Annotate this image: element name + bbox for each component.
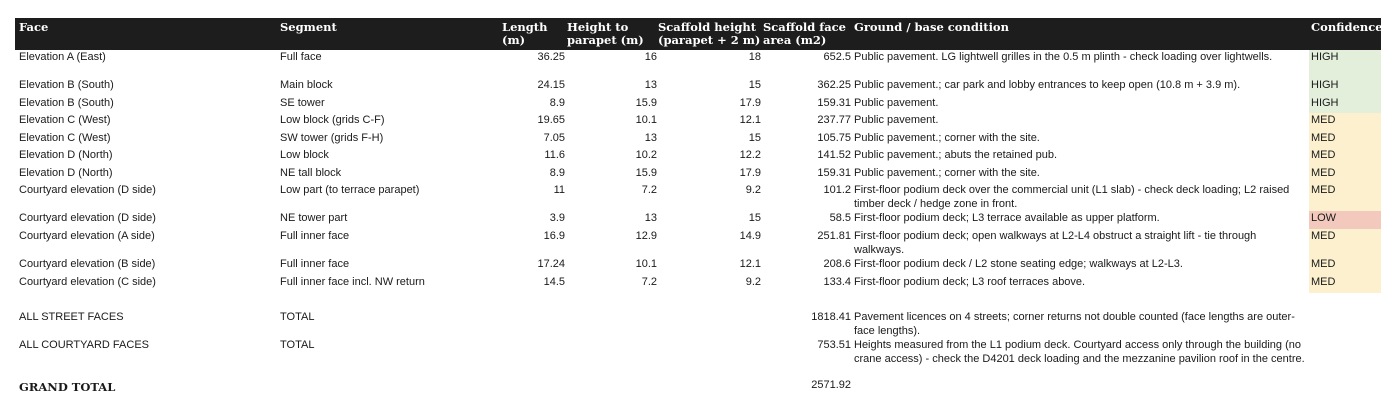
total-label: ALL STREET FACES bbox=[19, 311, 124, 323]
header-length: Length (m) bbox=[502, 20, 548, 47]
table-cell-face: Elevation C (West) bbox=[19, 132, 111, 144]
table-cell-ground: First-floor podium deck; L3 roof terraces above. bbox=[854, 276, 1086, 288]
table-cell-scaffold-area: 105.75 bbox=[817, 132, 851, 144]
table-cell-scaffold-height: 15 bbox=[748, 212, 761, 224]
table-cell-scaffold-area: 208.6 bbox=[823, 258, 851, 270]
total-note: Pavement licences on 4 streets; corner returns not double counted (face lengths are outer-face lengths). bbox=[854, 311, 1295, 337]
table-cell-scaffold-area: 237.77 bbox=[817, 114, 851, 126]
table-cell-height: 12.9 bbox=[635, 230, 657, 242]
confidence-badge: MED bbox=[1309, 113, 1381, 131]
grand-total-area: 2571.92 bbox=[811, 379, 851, 391]
table-cell-height: 13 bbox=[644, 79, 657, 91]
table-cell-scaffold-height: 9.2 bbox=[745, 276, 761, 288]
confidence-badge: LOW bbox=[1309, 211, 1381, 229]
table-cell-scaffold-height: 9.2 bbox=[745, 184, 761, 196]
table-cell-scaffold-area: 362.25 bbox=[817, 79, 851, 91]
header-height: Height to parapet (m) bbox=[567, 20, 644, 47]
table-cell-segment: SE tower bbox=[280, 97, 325, 109]
table-cell-face: Courtyard elevation (D side) bbox=[19, 212, 156, 224]
table-cell-face: Elevation B (South) bbox=[19, 97, 114, 109]
confidence-badge: MED bbox=[1309, 183, 1381, 211]
table-cell-face: Courtyard elevation (B side) bbox=[19, 258, 156, 270]
table-cell-length: 8.9 bbox=[549, 97, 565, 109]
table-cell-scaffold-height: 14.9 bbox=[739, 230, 761, 242]
table-cell-length: 17.24 bbox=[537, 258, 565, 270]
header-scaffold-area: Scaffold face area (m2) bbox=[763, 20, 846, 47]
table-cell-ground: First-floor podium deck; L3 terrace available as upper platform. bbox=[854, 212, 1160, 224]
table-cell-length: 3.9 bbox=[549, 212, 565, 224]
grand-total-label: GRAND TOTAL bbox=[19, 380, 116, 394]
total-note: Heights measured from the L1 podium deck. Courtyard access only through the building (no crane access) - check the D4201 deck loading and the mezzanine pavilion roof in the centre. bbox=[854, 339, 1305, 365]
table-cell-scaffold-area: 58.5 bbox=[829, 212, 851, 224]
table-cell-face: Courtyard elevation (A side) bbox=[19, 230, 155, 242]
table-cell-ground: Public pavement.; abuts the retained pub. bbox=[854, 149, 1058, 161]
table-cell-segment: NE tall block bbox=[280, 167, 342, 179]
table-cell-face: Courtyard elevation (D side) bbox=[19, 184, 156, 196]
table-cell-scaffold-height: 12.2 bbox=[739, 149, 761, 161]
table-cell-height: 16 bbox=[644, 51, 657, 63]
header-face: Face bbox=[19, 20, 49, 34]
table-cell-scaffold-area: 159.31 bbox=[817, 97, 851, 109]
table-cell-scaffold-area: 101.2 bbox=[823, 184, 851, 196]
table-cell-scaffold-height: 17.9 bbox=[739, 167, 761, 179]
table-cell-face: Courtyard elevation (C side) bbox=[19, 276, 156, 288]
table-cell-segment: Low block (grids C-F) bbox=[280, 114, 385, 126]
confidence-badge: MED bbox=[1309, 131, 1381, 148]
table-cell-face: Elevation C (West) bbox=[19, 114, 111, 126]
table-cell-face: Elevation A (East) bbox=[19, 51, 106, 63]
total-segment: TOTAL bbox=[280, 311, 315, 323]
table-cell-ground: Public pavement. LG lightwell grilles in the 0.5 m plinth - check loading over lightwells. bbox=[854, 51, 1273, 63]
table-cell-segment: Low part (to terrace parapet) bbox=[280, 184, 420, 196]
confidence-badge: MED bbox=[1309, 166, 1381, 183]
total-segment: TOTAL bbox=[280, 339, 315, 351]
table-cell-length: 14.5 bbox=[543, 276, 565, 288]
table-cell-ground: First-floor podium deck; open walkways at L2-L4 obstruct a straight lift - tie through walkways. bbox=[854, 230, 1257, 256]
table-cell-scaffold-area: 251.81 bbox=[817, 230, 851, 242]
confidence-badge: HIGH bbox=[1309, 78, 1381, 96]
table-cell-height: 15.9 bbox=[635, 97, 657, 109]
confidence-badge: MED bbox=[1309, 148, 1381, 166]
table-cell-height: 15.9 bbox=[635, 167, 657, 179]
total-area: 1818.41 bbox=[811, 311, 851, 323]
table-cell-length: 24.15 bbox=[537, 79, 565, 91]
table-cell-height: 7.2 bbox=[641, 276, 657, 288]
table-cell-height: 13 bbox=[644, 212, 657, 224]
table-cell-scaffold-height: 17.9 bbox=[739, 97, 761, 109]
table-cell-scaffold-area: 652.5 bbox=[823, 51, 851, 63]
header-confidence: Confidence bbox=[1311, 20, 1383, 34]
table-cell-segment: Full face bbox=[280, 51, 322, 63]
table-cell-length: 36.25 bbox=[537, 51, 565, 63]
table-cell-segment: Low block bbox=[280, 149, 329, 161]
table-cell-segment: Full inner face incl. NW return bbox=[280, 276, 425, 288]
table-cell-ground: Public pavement. bbox=[854, 114, 939, 126]
table-cell-segment: SW tower (grids F-H) bbox=[280, 132, 384, 144]
confidence-badge: HIGH bbox=[1309, 96, 1381, 113]
header-ground: Ground / base condition bbox=[854, 20, 1009, 34]
table-cell-face: Elevation D (North) bbox=[19, 149, 113, 161]
table-cell-ground: First-floor podium deck / L2 stone seating edge; walkways at L2-L3. bbox=[854, 258, 1183, 270]
table-cell-height: 10.1 bbox=[635, 258, 657, 270]
table-cell-scaffold-height: 18 bbox=[748, 51, 761, 63]
table-cell-length: 11.6 bbox=[544, 149, 565, 161]
confidence-badge: MED bbox=[1309, 229, 1381, 257]
table-cell-face: Elevation B (South) bbox=[19, 79, 114, 91]
table-cell-length: 16.9 bbox=[543, 230, 565, 242]
table-cell-segment: Full inner face bbox=[280, 258, 350, 270]
table-cell-segment: NE tower part bbox=[280, 212, 348, 224]
table-cell-scaffold-area: 141.52 bbox=[817, 149, 851, 161]
table-cell-scaffold-height: 12.1 bbox=[739, 258, 761, 270]
table-cell-height: 10.2 bbox=[635, 149, 657, 161]
table-cell-scaffold-area: 159.31 bbox=[817, 167, 851, 179]
table-cell-ground: Public pavement.; car park and lobby entrances to keep open (10.8 m + 3.9 m). bbox=[854, 79, 1241, 91]
header-scaffold-height: Scaffold height (parapet + 2 m) bbox=[658, 20, 761, 47]
table-cell-ground: Public pavement. bbox=[854, 97, 939, 109]
table-cell-scaffold-height: 15 bbox=[748, 132, 761, 144]
confidence-badge: HIGH bbox=[1309, 50, 1381, 78]
total-area: 753.51 bbox=[817, 339, 851, 351]
table-cell-ground: First-floor podium deck over the commercial unit (L1 slab) - check deck loading; L2 raised timber deck / hedge zone in front. bbox=[854, 184, 1290, 210]
table-cell-scaffold-height: 12.1 bbox=[739, 114, 761, 126]
confidence-badge: MED bbox=[1309, 257, 1381, 275]
table-cell-segment: Main block bbox=[280, 79, 333, 91]
table-cell-length: 11 bbox=[553, 184, 565, 196]
table-cell-ground: Public pavement.; corner with the site. bbox=[854, 132, 1040, 144]
table-cell-scaffold-area: 133.4 bbox=[823, 276, 851, 288]
table-cell-scaffold-height: 15 bbox=[748, 79, 761, 91]
table-cell-length: 7.05 bbox=[543, 132, 565, 144]
table-cell-height: 10.1 bbox=[635, 114, 657, 126]
table-cell-height: 13 bbox=[644, 132, 657, 144]
header-segment: Segment bbox=[280, 20, 337, 34]
total-label: ALL COURTYARD FACES bbox=[19, 339, 149, 351]
table-cell-length: 8.9 bbox=[549, 167, 565, 179]
table-cell-length: 19.65 bbox=[537, 114, 565, 126]
table-cell-height: 7.2 bbox=[641, 184, 657, 196]
table-cell-face: Elevation D (North) bbox=[19, 167, 113, 179]
table-cell-ground: Public pavement.; corner with the site. bbox=[854, 167, 1040, 179]
confidence-badge: MED bbox=[1309, 275, 1381, 293]
table-cell-segment: Full inner face bbox=[280, 230, 350, 242]
